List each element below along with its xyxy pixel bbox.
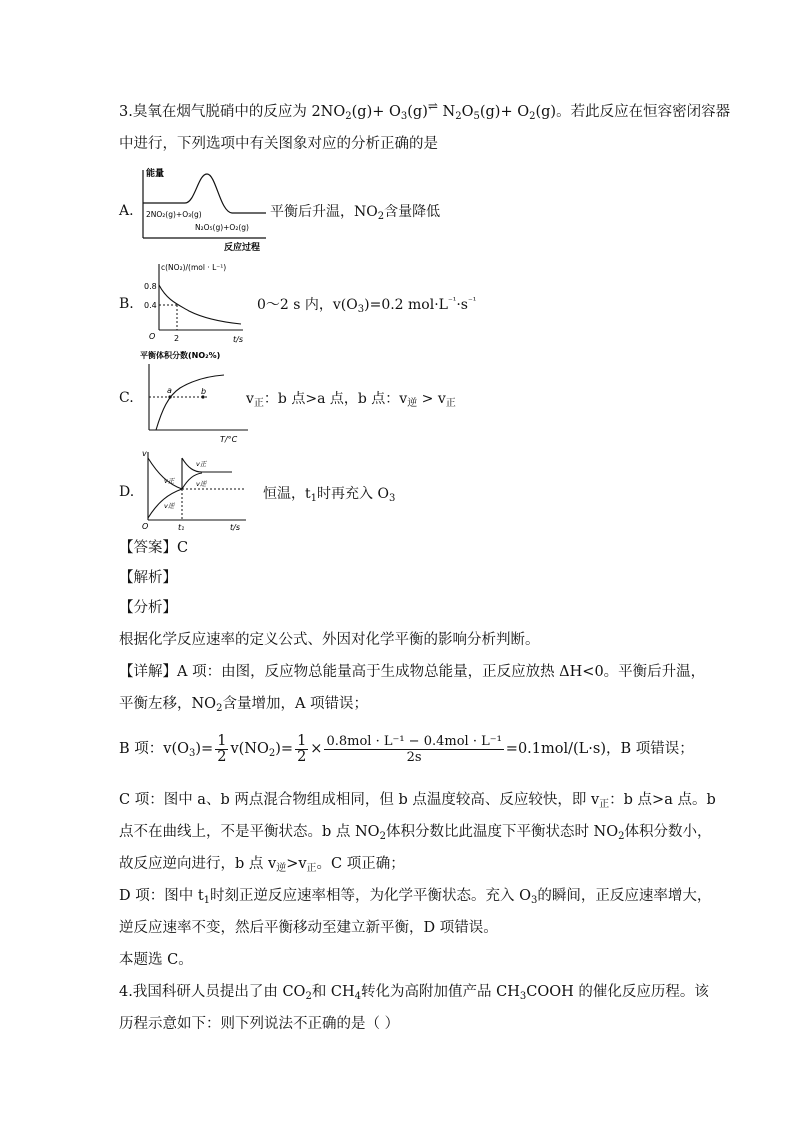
detail-d-line1: D 项：图中 $t_1$时刻正逆反应速率相等，为化学平衡状态。充入 $O_3$的瞬间，正反应速率增大，: [119, 888, 712, 906]
q3-stem-line2: 中进行，下列选项中有关图象对应的分析正确的是: [119, 136, 438, 152]
fig-a-product: N₂O₅(g)+O₂(g): [195, 223, 249, 232]
fig-d-vz2: v正: [196, 460, 207, 468]
option-a-label: A.: [119, 203, 134, 219]
option-d-text: 恒温，$t_1$时再充入 $O_3$: [263, 486, 396, 504]
fig-b-x: 2: [174, 334, 180, 343]
detail-line1: 【详解】A 项：由图，反应物总能量高于生成物总能量，正反应放热 ΔH<0。平衡后升温，: [119, 664, 706, 680]
fraction-half-2: $\frac{1}{2}$: [297, 732, 307, 765]
detail-end: 本题选 C。: [119, 952, 193, 968]
q4-stem-line1: 4.我国科研人员提出了由 $CO_2$和 $CH_4$转化为高附加值产品 $CH_3COOH$ 的催化反应历程。该: [119, 984, 709, 1002]
option-b-text: 0～2 s 内，$v(O_3)=0.2$ $mol\cdot L^{^{-1}}\cdot s^{^{-1}}$: [257, 296, 477, 315]
option-a-energy-diagram: [140, 166, 270, 254]
fig-d-origin: O: [142, 522, 149, 531]
q3-stem-line1: 3.臭氧在烟气脱硝中的反应为 $2NO_2(g)+ O_3(g)^\rightleftharpoons$ $N_2O_5(g)+ O_2(g)$。若此反应在恒容密闭容器: [119, 99, 731, 122]
jiexi-heading: 【解析】: [119, 570, 177, 586]
fig-c-point-b: b: [201, 387, 207, 396]
detail-c-line1: C 项：图中 a、b 两点混合物组成相同，但 b 点温度较高、反应较快，即 $v_正$：b 点>a 点。b: [119, 792, 716, 810]
fig-d-vn1: v逆: [164, 502, 175, 510]
detail-b-formula: B 项：$v(O_3)=$ $\frac{1}{2}$ $v(NO_2)=$ $\frac{1}{2}$ × $\frac{\text{0.8mol · L⁻¹ − 0.4mol · L⁻¹}}{2s}$ =0.1mol/(L·s)，B 项错误；: [119, 732, 694, 765]
option-c-text: $v_正$：b 点>a 点，b 点：$v_逆 > v_正$: [246, 391, 456, 409]
fig-a-xlabel: 反应过程: [224, 243, 261, 253]
fig-d-vn2: v逆: [196, 480, 207, 488]
fig-c-ylabel: 平衡体积分数(NO₂%): [140, 351, 221, 360]
fig-c-xlabel: T/°C: [220, 435, 238, 443]
fig-b-xlabel: t/s: [233, 335, 243, 344]
fig-b-y1: 0.8: [144, 282, 157, 291]
detail-line2: 平衡左移，$NO_2$含量增加，A 项错误；: [119, 696, 369, 714]
detail-c-line3: 故反应逆向进行，b 点 $v_逆>v_正$。C 项正确；: [119, 856, 405, 874]
detail-c-line2: 点不在曲线上，不是平衡状态。b 点 $NO_2$体积分数比此温度下平衡状态时 $NO_2$体积分数小，: [119, 824, 712, 842]
q4-stem-line2: 历程示意如下：则下列说法不正确的是（ ）: [119, 1016, 400, 1032]
fig-b-ylabel: c(NO₂)/(mol · L⁻¹): [161, 263, 227, 272]
fraction-rate: $\frac{\text{0.8mol · L⁻¹ − 0.4mol · L⁻¹}}{2s}$: [326, 733, 502, 765]
fenxi-heading: 【分析】: [119, 600, 177, 616]
fig-d-xlabel: t/s: [230, 523, 240, 532]
fenxi-text: 根据化学反应速率的定义公式、外因对化学平衡的影响分析判断。: [119, 632, 540, 648]
option-b-label: B.: [119, 296, 134, 312]
option-d-label: D.: [119, 484, 135, 500]
option-b-concentration-graph: [143, 260, 248, 345]
detail-d-line2: 逆反应速率不变，然后平衡移动至建立新平衡，D 项错误。: [119, 920, 498, 936]
option-a-text: 平衡后升温，$NO_2$含量降低: [270, 204, 441, 222]
answer: 【答案】C: [119, 540, 189, 556]
fraction-half-1: $\frac{1}{2}$: [217, 732, 227, 765]
option-d-rate-graph: [140, 446, 250, 534]
equilibrium-arrow-icon: ⇌: [427, 99, 438, 113]
option-c-fraction-graph: [140, 348, 250, 443]
fig-b-y2: 0.4: [144, 301, 157, 310]
fig-b-origin: O: [149, 332, 156, 341]
fig-c-point-a: a: [167, 386, 172, 395]
fig-a-reactant: 2NO₂(g)+O₃(g): [146, 210, 202, 219]
fig-d-t1: t₁: [178, 523, 185, 532]
option-c-label: C.: [119, 390, 134, 406]
fig-d-vz1: v正: [164, 477, 175, 485]
fig-a-ylabel: 能量: [146, 169, 165, 179]
fig-d-ylabel: v: [142, 449, 147, 458]
